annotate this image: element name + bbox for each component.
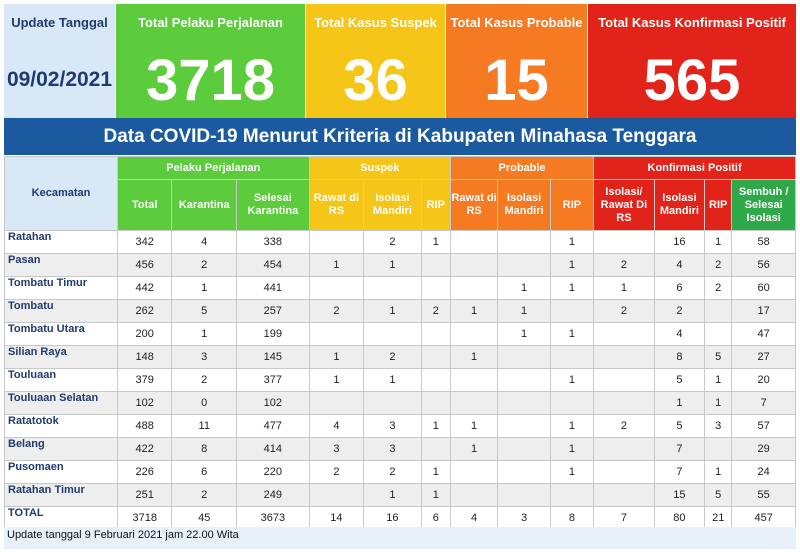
table-cell: 17 — [732, 300, 796, 323]
table-cell: 1 — [705, 231, 732, 254]
table-cell: 27 — [732, 346, 796, 369]
row-name: Tombatu Utara — [5, 323, 118, 346]
table-cell — [705, 300, 732, 323]
table-cell: 488 — [117, 415, 171, 438]
table-cell: 2 — [654, 300, 704, 323]
table-row — [5, 254, 796, 277]
table-cell: 7 — [654, 461, 704, 484]
table-cell: 199 — [237, 323, 310, 346]
row-name: Belang — [5, 438, 118, 461]
total-label: TOTAL — [5, 507, 118, 530]
table-cell: 477 — [237, 415, 310, 438]
table-cell — [705, 323, 732, 346]
table-cell: 1 — [498, 323, 550, 346]
update-date-card — [4, 4, 116, 118]
table-cell: 4 — [654, 323, 704, 346]
table-cell: 454 — [237, 254, 310, 277]
table-cell: 3 — [705, 415, 732, 438]
row-name: Ratahan — [5, 231, 118, 254]
table-cell — [364, 323, 422, 346]
table-cell: 338 — [237, 231, 310, 254]
table-cell — [594, 323, 655, 346]
table-cell: 29 — [732, 438, 796, 461]
table-cell — [309, 484, 363, 507]
total-cell: 80 — [654, 507, 704, 530]
group-header: Suspek — [309, 157, 450, 180]
table-cell — [498, 346, 550, 369]
table-cell: 5 — [705, 484, 732, 507]
table-cell: 148 — [117, 346, 171, 369]
table-cell: 8 — [654, 346, 704, 369]
table-cell: 1 — [364, 369, 422, 392]
total-cell: 3673 — [237, 507, 310, 530]
table-cell: 377 — [237, 369, 310, 392]
table-cell: 2 — [705, 277, 732, 300]
table-cell: 1 — [550, 254, 593, 277]
table-cell: 60 — [732, 277, 796, 300]
row-name: Touluaan Selatan — [5, 392, 118, 415]
table-cell: 1 — [654, 392, 704, 415]
table-cell: 8 — [172, 438, 237, 461]
table-cell: 1 — [450, 438, 497, 461]
column-header: Rawat di RS — [450, 180, 497, 231]
update-label: Update Tanggal — [11, 15, 108, 30]
table-cell — [364, 392, 422, 415]
table-cell: 57 — [732, 415, 796, 438]
stat-label: Total Kasus Probable — [450, 15, 583, 30]
table-cell: 2 — [594, 300, 655, 323]
group-header: Pelaku Perjalanan — [117, 157, 309, 180]
table-cell — [498, 392, 550, 415]
stat-card-suspect — [306, 4, 446, 118]
table-cell: 1 — [364, 484, 422, 507]
total-cell: 16 — [364, 507, 422, 530]
table-cell — [594, 369, 655, 392]
table-row — [5, 231, 796, 254]
row-name: Pusomaen — [5, 461, 118, 484]
table-cell: 47 — [732, 323, 796, 346]
table-cell: 1 — [364, 254, 422, 277]
table-cell — [421, 277, 450, 300]
stats-strip — [4, 4, 796, 118]
table-cell: 2 — [421, 300, 450, 323]
table-cell: 7 — [654, 438, 704, 461]
table-cell: 5 — [172, 300, 237, 323]
table-cell: 1 — [498, 300, 550, 323]
table-cell: 2 — [172, 484, 237, 507]
table-cell — [421, 323, 450, 346]
table-cell: 2 — [364, 461, 422, 484]
table-cell — [594, 346, 655, 369]
row-name: Tombatu Timur — [5, 277, 118, 300]
table-cell: 2 — [364, 346, 422, 369]
table-cell — [450, 231, 497, 254]
total-cell: 7 — [594, 507, 655, 530]
stat-label: Total Kasus Konfirmasi Positif — [598, 15, 786, 30]
table-cell — [705, 438, 732, 461]
table-cell — [498, 484, 550, 507]
table-cell: 1 — [594, 277, 655, 300]
column-header: Sembuh / Selesai Isolasi — [732, 180, 796, 231]
table-cell — [594, 231, 655, 254]
row-name: Pasan — [5, 254, 118, 277]
table-cell: 145 — [237, 346, 310, 369]
table-cell: 3 — [309, 438, 363, 461]
table-cell — [364, 277, 422, 300]
table-cell: 1 — [550, 369, 593, 392]
table-cell: 5 — [654, 415, 704, 438]
table-cell — [309, 231, 363, 254]
table-cell: 251 — [117, 484, 171, 507]
stat-card-confirmed — [588, 4, 796, 118]
table-cell — [309, 277, 363, 300]
table-cell — [421, 254, 450, 277]
table-cell — [309, 323, 363, 346]
group-header: Probable — [450, 157, 593, 180]
table-cell — [498, 438, 550, 461]
table-cell: 102 — [237, 392, 310, 415]
table-cell: 342 — [117, 231, 171, 254]
table-cell: 11 — [172, 415, 237, 438]
table-cell — [594, 461, 655, 484]
table-row — [5, 300, 796, 323]
table-cell — [309, 392, 363, 415]
table-cell: 4 — [172, 231, 237, 254]
table-cell — [594, 392, 655, 415]
table-row — [5, 369, 796, 392]
table-row — [5, 438, 796, 461]
table-cell: 5 — [705, 346, 732, 369]
table-cell: 456 — [117, 254, 171, 277]
table-cell: 1 — [309, 369, 363, 392]
table-cell — [498, 231, 550, 254]
column-header: Isolasi/ Rawat Di RS — [594, 180, 655, 231]
table-cell — [450, 254, 497, 277]
total-cell: 45 — [172, 507, 237, 530]
table-cell: 4 — [309, 415, 363, 438]
table-cell: 56 — [732, 254, 796, 277]
table-row — [5, 415, 796, 438]
table-cell: 1 — [450, 415, 497, 438]
group-header: Konfirmasi Positif — [594, 157, 796, 180]
column-header: Selesai Karantina — [237, 180, 310, 231]
table-cell — [421, 346, 450, 369]
table-cell: 1 — [550, 415, 593, 438]
page-title: Data COVID-19 Menurut Kriteria di Kabupaten Minahasa Tenggara — [4, 118, 796, 155]
table-cell: 1 — [550, 277, 593, 300]
column-header: Karantina — [172, 180, 237, 231]
table-cell: 1 — [498, 277, 550, 300]
stat-value: 565 — [643, 47, 741, 113]
table-cell: 422 — [117, 438, 171, 461]
table-cell — [550, 346, 593, 369]
table-cell — [450, 461, 497, 484]
table-cell: 2 — [172, 369, 237, 392]
total-cell: 457 — [732, 507, 796, 530]
table-cell: 1 — [550, 461, 593, 484]
stat-label: Total Kasus Suspek — [314, 15, 437, 30]
update-date: 09/02/2021 — [6, 68, 113, 91]
table-cell: 1 — [309, 254, 363, 277]
table-cell — [450, 277, 497, 300]
table-cell: 379 — [117, 369, 171, 392]
table-cell — [550, 392, 593, 415]
table-cell — [421, 392, 450, 415]
table-cell: 441 — [237, 277, 310, 300]
kecamatan-header: Kecamatan — [5, 157, 118, 231]
row-name: Ratahan Timur — [5, 484, 118, 507]
table-cell: 15 — [654, 484, 704, 507]
table-cell: 20 — [732, 369, 796, 392]
table-cell: 442 — [117, 277, 171, 300]
table-cell: 1 — [550, 323, 593, 346]
footer-note: Update tanggal 9 Februari 2021 jam 22.00 Wita — [4, 527, 796, 549]
table-cell — [594, 438, 655, 461]
table-cell — [498, 369, 550, 392]
table-cell: 262 — [117, 300, 171, 323]
table-row — [5, 461, 796, 484]
table-cell: 414 — [237, 438, 310, 461]
stat-value: 15 — [484, 47, 549, 113]
stat-value: 3718 — [145, 47, 276, 113]
row-name: Touluaan — [5, 369, 118, 392]
table-cell: 1 — [421, 484, 450, 507]
table-cell: 257 — [237, 300, 310, 323]
table-cell: 3 — [172, 346, 237, 369]
table-cell: 7 — [732, 392, 796, 415]
column-header: RIP — [705, 180, 732, 231]
table-cell: 1 — [550, 231, 593, 254]
column-header: RIP — [550, 180, 593, 231]
table-cell: 16 — [654, 231, 704, 254]
row-name: Tombatu — [5, 300, 118, 323]
table-cell: 6 — [172, 461, 237, 484]
table-cell: 3 — [364, 415, 422, 438]
table-cell: 58 — [732, 231, 796, 254]
table-cell: 3 — [364, 438, 422, 461]
table-row — [5, 484, 796, 507]
table-cell — [498, 254, 550, 277]
table-cell: 1 — [450, 300, 497, 323]
table-body — [5, 231, 796, 530]
table-cell: 1 — [421, 461, 450, 484]
row-name: Silian Raya — [5, 346, 118, 369]
table-cell: 2 — [364, 231, 422, 254]
stat-card-travelers — [116, 4, 306, 118]
table-cell: 1 — [309, 346, 363, 369]
table-cell: 1 — [172, 277, 237, 300]
column-header: Isolasi Mandiri — [364, 180, 422, 231]
table-cell: 2 — [594, 415, 655, 438]
table-cell: 2 — [172, 254, 237, 277]
table-cell: 1 — [705, 392, 732, 415]
column-header: RIP — [421, 180, 450, 231]
table-cell — [498, 461, 550, 484]
covid-data-table — [4, 156, 796, 530]
stat-card-probable — [446, 4, 588, 118]
table-cell — [450, 484, 497, 507]
table-cell: 55 — [732, 484, 796, 507]
total-cell: 3718 — [117, 507, 171, 530]
row-name: Ratatotok — [5, 415, 118, 438]
table-row — [5, 346, 796, 369]
total-cell: 6 — [421, 507, 450, 530]
total-cell: 21 — [705, 507, 732, 530]
table-cell: 4 — [654, 254, 704, 277]
table-cell: 2 — [594, 254, 655, 277]
total-cell: 14 — [309, 507, 363, 530]
table-cell — [498, 415, 550, 438]
table-cell: 1 — [450, 346, 497, 369]
table-cell: 1 — [421, 231, 450, 254]
total-cell: 8 — [550, 507, 593, 530]
table-cell: 5 — [654, 369, 704, 392]
table-cell — [450, 323, 497, 346]
table-cell: 1 — [705, 369, 732, 392]
table-cell: 1 — [421, 415, 450, 438]
table-cell: 102 — [117, 392, 171, 415]
table-cell — [550, 300, 593, 323]
table-cell: 2 — [309, 461, 363, 484]
table-cell: 0 — [172, 392, 237, 415]
column-header: Rawat di RS — [309, 180, 363, 231]
table-cell — [450, 392, 497, 415]
table-cell — [421, 438, 450, 461]
stat-value: 36 — [343, 47, 408, 113]
table-cell: 2 — [309, 300, 363, 323]
table-cell: 249 — [237, 484, 310, 507]
table-cell: 6 — [654, 277, 704, 300]
table-cell: 220 — [237, 461, 310, 484]
column-header: Isolasi Mandiri — [654, 180, 704, 231]
column-header: Isolasi Mandiri — [498, 180, 550, 231]
column-header: Total — [117, 180, 171, 231]
total-cell: 3 — [498, 507, 550, 530]
table-cell: 1 — [550, 438, 593, 461]
table-cell — [550, 484, 593, 507]
table-row — [5, 323, 796, 346]
table-cell: 1 — [172, 323, 237, 346]
table-cell: 1 — [364, 300, 422, 323]
table-cell: 2 — [705, 254, 732, 277]
table-row — [5, 392, 796, 415]
table-cell: 226 — [117, 461, 171, 484]
table-cell: 24 — [732, 461, 796, 484]
stat-label: Total Pelaku Perjalanan — [138, 15, 283, 30]
table-row — [5, 277, 796, 300]
total-cell: 4 — [450, 507, 497, 530]
table-cell — [450, 369, 497, 392]
table-cell — [594, 484, 655, 507]
table-cell: 200 — [117, 323, 171, 346]
table-cell: 1 — [705, 461, 732, 484]
table-cell — [421, 369, 450, 392]
